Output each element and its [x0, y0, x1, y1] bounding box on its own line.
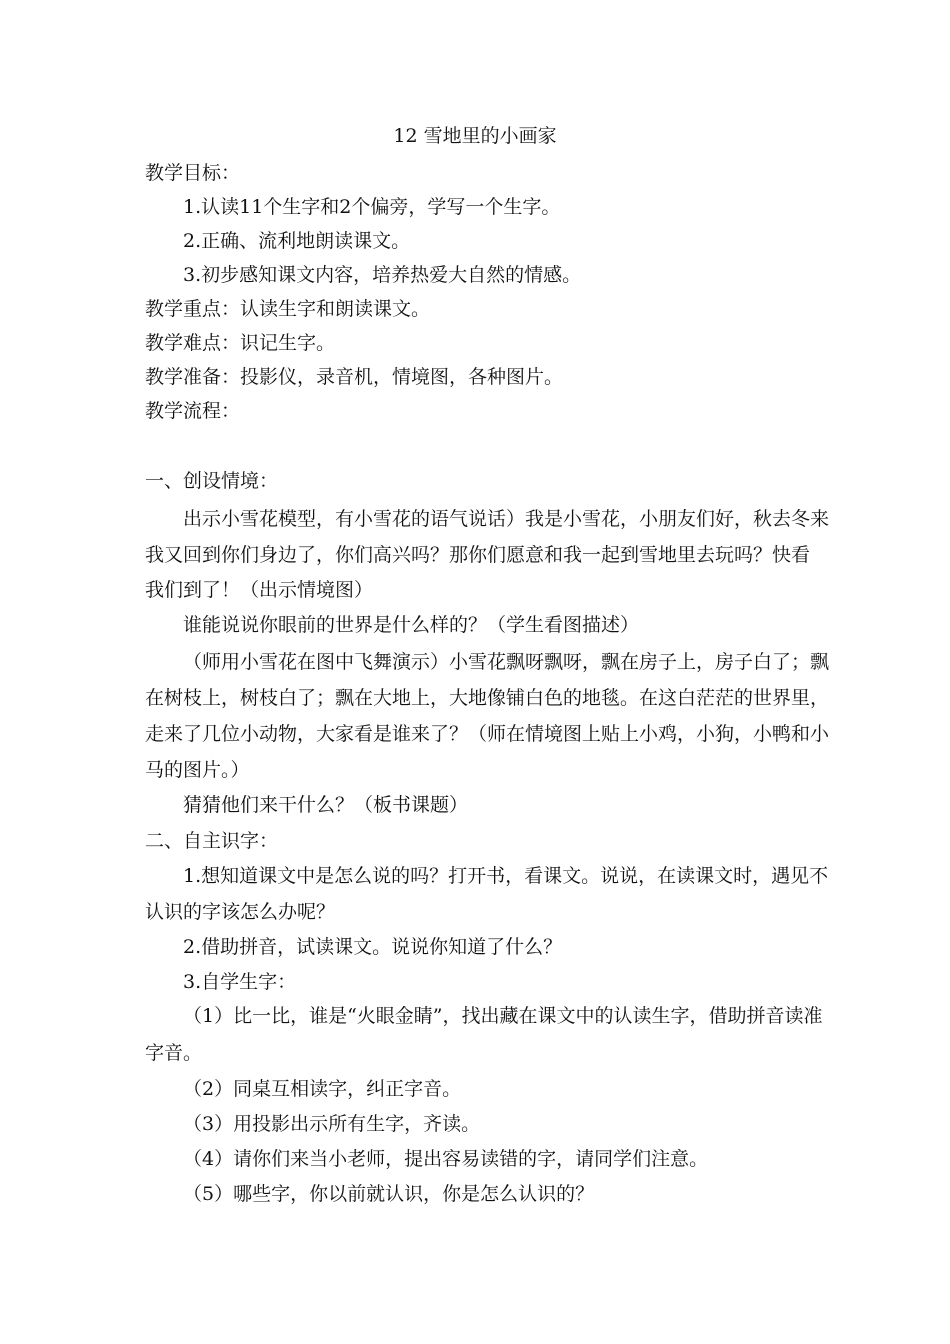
section2-item2: 2.借助拼音，试读课文。说说你知道了什么？	[183, 936, 563, 958]
section1-p2: 谁能说说你眼前的世界是什么样的？（学生看图描述）	[183, 614, 640, 636]
section1-p3-line2: 在树枝上，树枝白了；飘在大地上，大地像铺白色的地毯。在这白茫茫的世界里，	[145, 687, 830, 709]
teaching-focus: 教学重点：认读生字和朗读课文。	[145, 298, 431, 320]
section2-sub4: （4）请你们来当小老师，提出容易读错的字，请同学们注意。	[183, 1148, 709, 1170]
section2-item1-line1: 1.想知道课文中是怎么说的吗？打开书，看课文。说说，在读课文时，遇见不	[183, 865, 829, 887]
section2-sub3: （3）用投影出示所有生字，齐读。	[183, 1113, 481, 1135]
goal-item-2: 2.正确、流利地朗读课文。	[183, 230, 411, 252]
goal-item-3: 3.初步感知课文内容，培养热爱大自然的情感。	[183, 264, 582, 286]
section2-heading: 二、自主识字：	[145, 830, 279, 852]
section2-item3: 3.自学生字：	[183, 971, 297, 993]
teaching-preparation: 教学准备：投影仪，录音机，情境图，各种图片。	[145, 366, 564, 388]
section1-heading: 一、创设情境：	[145, 470, 279, 492]
section2-sub5: （5）哪些字，你以前就认识，你是怎么认识的？	[183, 1183, 595, 1205]
section1-p3-line3: 走来了几位小动物，大家看是谁来了？（师在情境图上贴上小鸡，小狗，小鸭和小	[145, 723, 830, 745]
section1-p3-line4: 马的图片。）	[145, 759, 250, 781]
section1-p3-line1: （师用小雪花在图中飞舞演示）小雪花飘呀飘呀，飘在房子上，房子白了；飘	[183, 651, 830, 673]
page-title: 12 雪地里的小画家	[393, 125, 557, 147]
section2-sub1-line2: 字音。	[145, 1042, 203, 1064]
section1-p1-line1: 出示小雪花模型，有小雪花的语气说话）我是小雪花，小朋友们好，秋去冬来	[183, 508, 830, 530]
section1-p4: 猜猜他们来干什么？（板书课题）	[183, 794, 469, 816]
section2-item1-line2: 认识的字该怎么办呢？	[145, 901, 336, 923]
section2-sub2: （2）同桌互相读字，纠正字音。	[183, 1078, 462, 1100]
teaching-difficulty: 教学难点：识记生字。	[145, 332, 336, 354]
goals-label: 教学目标：	[145, 162, 241, 184]
section1-p1-line3: 我们到了！（出示情境图）	[145, 579, 374, 601]
section2-sub1-line1: （1）比一比，谁是“火眼金睛”，找出藏在课文中的认读生字，借助拼音读准	[183, 1005, 823, 1027]
process-label: 教学流程：	[145, 400, 241, 422]
section1-p1-line2: 我又回到你们身边了，你们高兴吗？那你们愿意和我一起到雪地里去玩吗？快看	[145, 544, 811, 566]
goal-item-1: 1.认读11个生字和2个偏旁，学写一个生字。	[183, 196, 561, 218]
